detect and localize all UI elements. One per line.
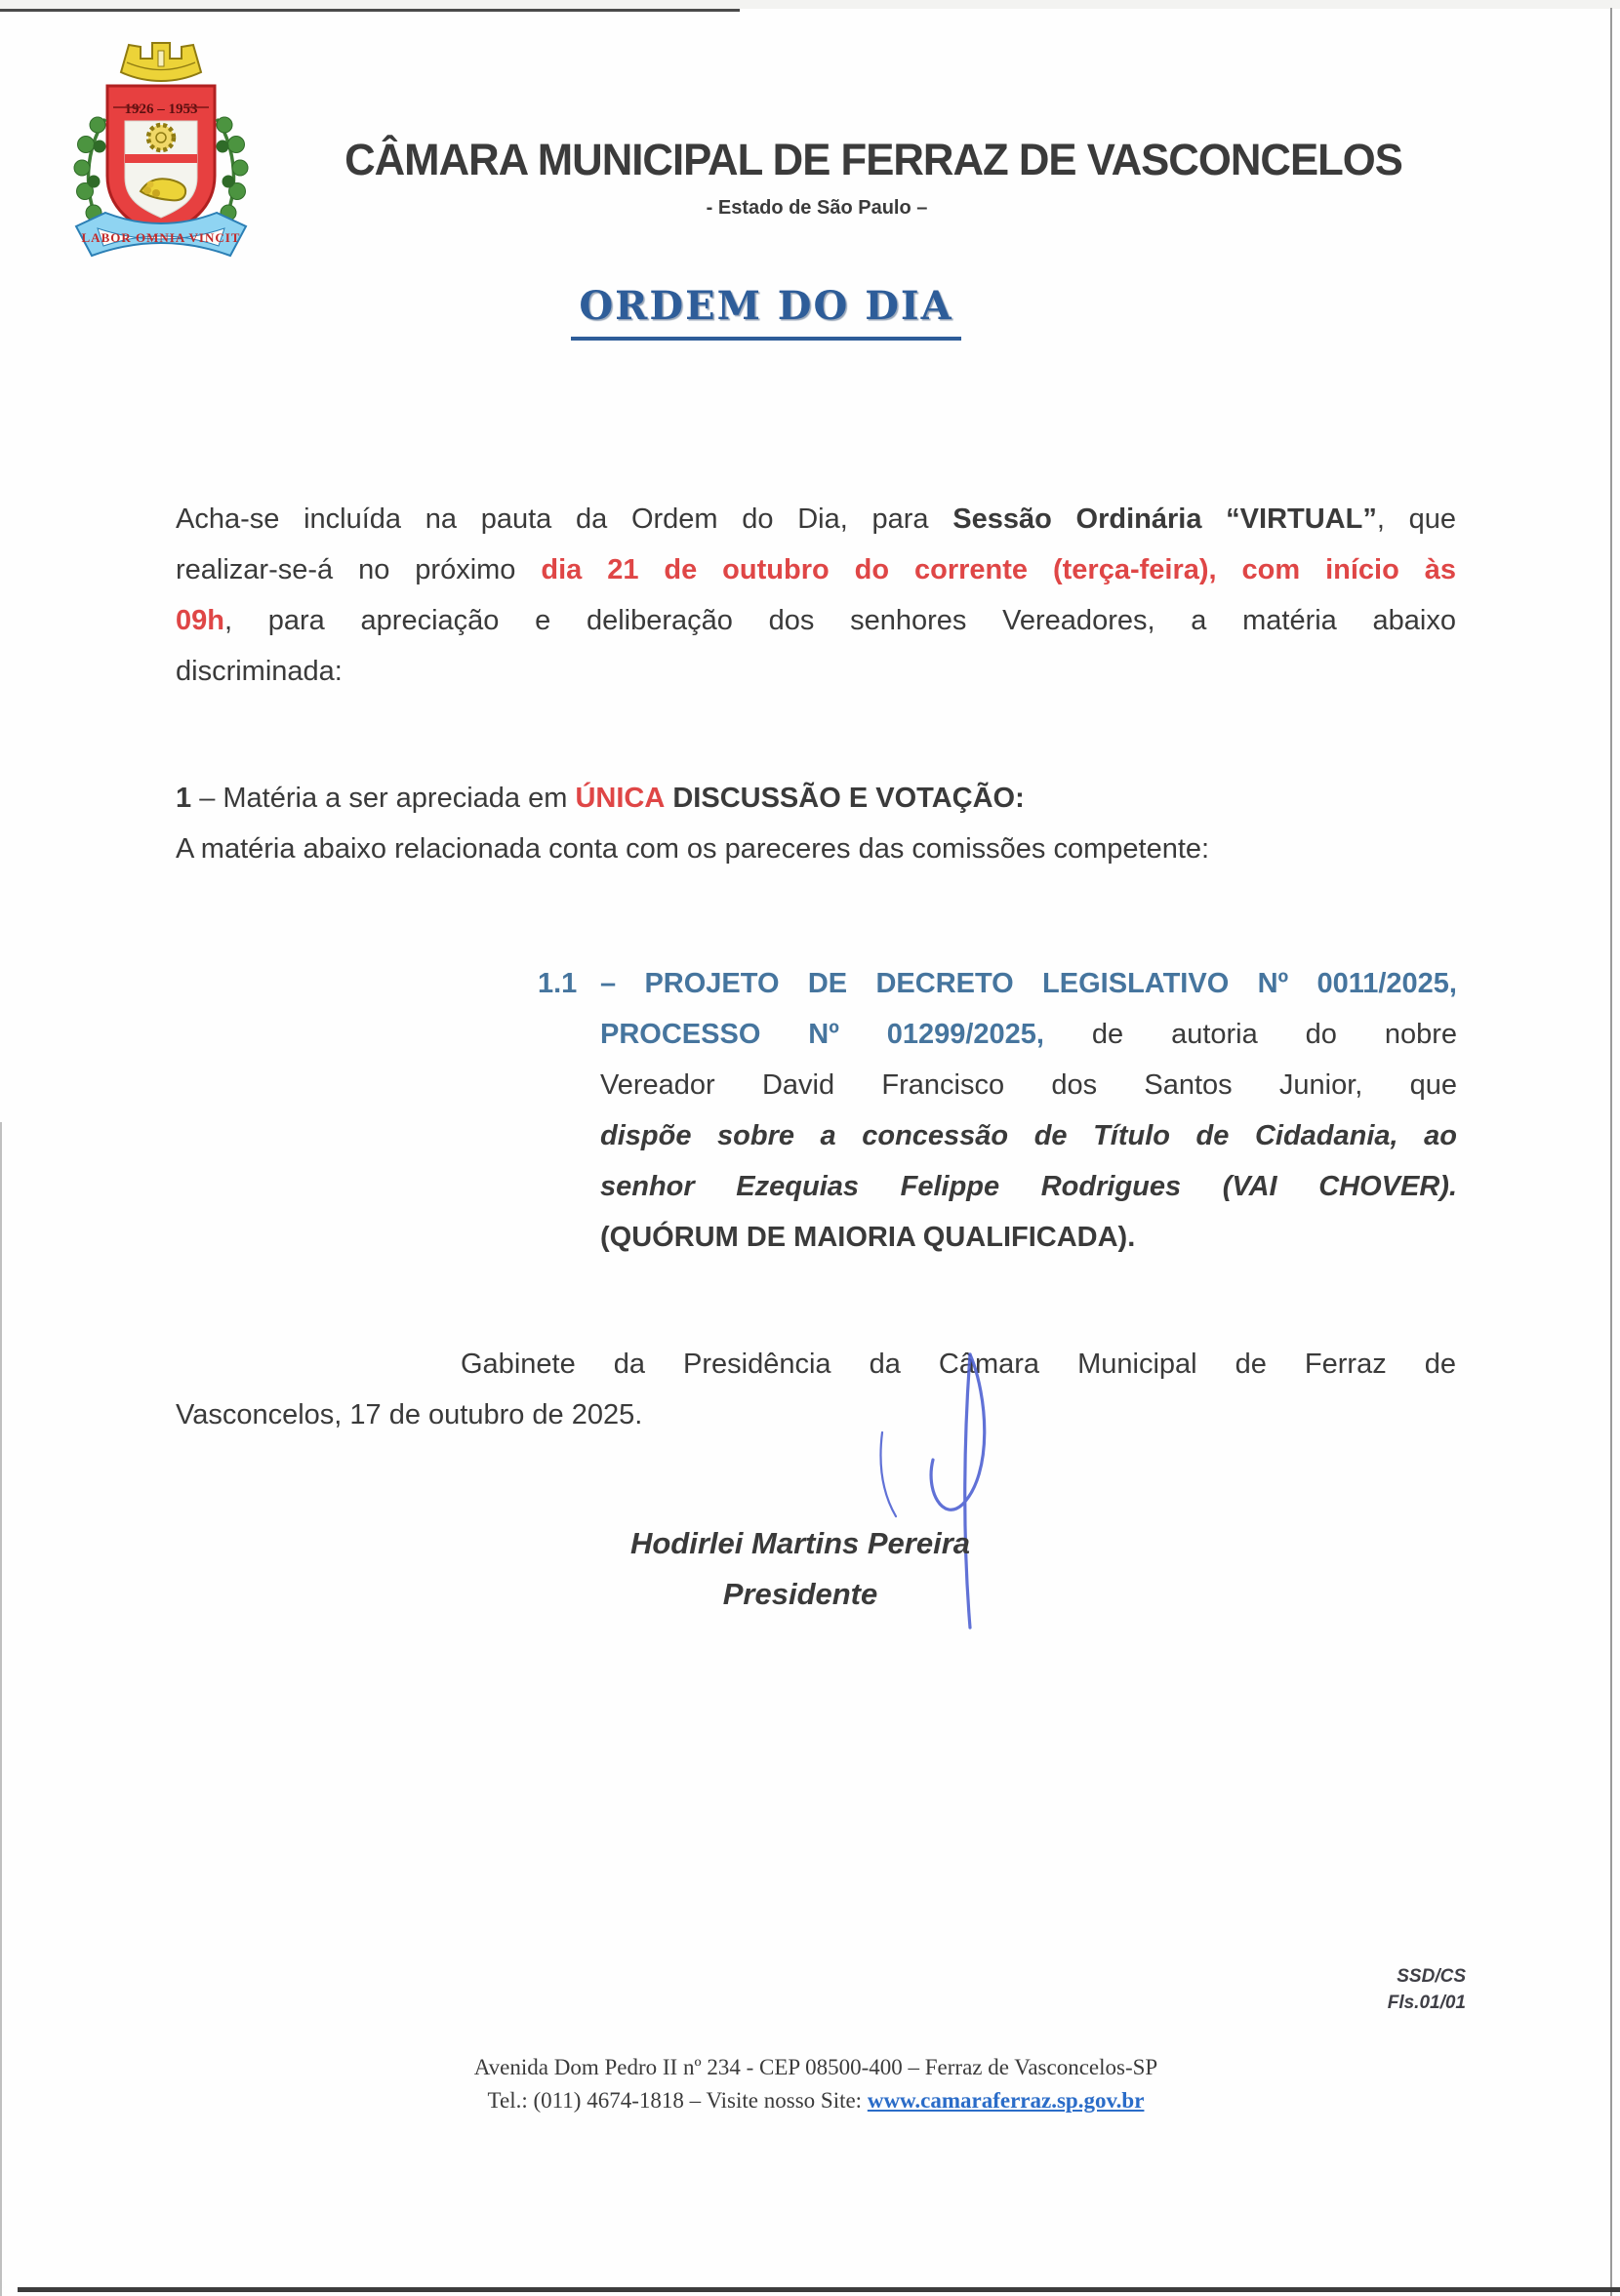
scan-artifact-left-edge: [0, 1122, 2, 2296]
footer-site-link[interactable]: www.camaraferraz.sp.gov.br: [867, 2088, 1145, 2113]
letterhead: [293, 135, 1454, 220]
scan-artifact-top-strip: [0, 0, 1620, 9]
crown-icon: [121, 43, 201, 81]
org-subtitle: - Estado de São Paulo –: [706, 197, 928, 219]
text-run-bold-italic: senhor Ezequias Felippe Rodrigues (VAI CHOVER).: [600, 1171, 1457, 1202]
footer-address: Avenida Dom Pedro II nº 234 - CEP 08500-400 – Ferraz de Vasconcelos-SP: [473, 2055, 1158, 2079]
signature-stroke-hook: [881, 1432, 896, 1516]
text-run-blue: – PROJETO DE DECRETO LEGISLATIVO Nº 0011/2025,: [600, 968, 1457, 999]
gear-icon: [148, 125, 174, 150]
intro-line-1: [176, 494, 1456, 544]
item-1-1-marker: 1.1: [538, 968, 578, 999]
document-title: [571, 283, 961, 341]
text-run-bold-italic: dispõe sobre a concessão de Título de Cidadania, ao: [600, 1120, 1457, 1151]
shield-divider: [125, 154, 197, 163]
item-1-1-line-4: [600, 1110, 1457, 1161]
signature-block: [507, 1518, 1093, 1620]
org-title: CÂMARA MUNICIPAL DE FERRAZ DE VASCONCELOS: [344, 135, 1402, 184]
text-run-bold: Sessão Ordinária “VIRTUAL”: [952, 504, 1377, 535]
intro-line-3: [176, 595, 1456, 646]
text-run-bold: 1: [176, 783, 192, 814]
document-title-text: ORDEM DO DIA: [571, 283, 960, 341]
text-run: Vereador David Francisco dos Santos Junior, que: [600, 1069, 1457, 1101]
item-1-1-line-5: [600, 1161, 1457, 1212]
item-1-1-line-6: [600, 1212, 1457, 1263]
text-run: Acha-se incluída na pauta da Ordem do Dia, para: [176, 504, 953, 535]
footer-contact: [176, 2084, 1456, 2117]
closing-line-1: Gabinete da Presidência da Câmara Municipal de Ferraz de: [461, 1349, 1456, 1380]
item-1-1-line-2: [600, 1009, 1457, 1060]
item-1-1-line-3: [600, 1060, 1457, 1110]
text-run: , para apreciação e deliberação dos senhores Vereadores, a matéria abaixo: [223, 605, 1456, 636]
text-run-bold: (QUÓRUM DE MAIORIA QUALIFICADA).: [600, 1222, 1136, 1253]
text-run: realizar-se-á no próximo: [176, 554, 542, 585]
text-run-red: dia 21 de outubro do corrente (terça-feira), com início às: [541, 554, 1457, 585]
text-run-bold: DISCUSSÃO E VOTAÇÃO:: [672, 783, 1025, 814]
intro-paragraph: [176, 494, 1456, 697]
closing-paragraph: [176, 1339, 1456, 1440]
text-run: A matéria abaixo relacionada conta com os pareceres das comissões competente:: [176, 833, 1210, 865]
footer-phone: Tel.: (011) 4674-1818 – Visite nosso Site:: [487, 2088, 868, 2113]
text-run: de autoria do nobre: [1044, 1019, 1457, 1050]
intro-line-2: [176, 544, 1456, 595]
scan-artifact-right-edge: [1610, 8, 1612, 2296]
item-1-1: [538, 958, 1457, 1263]
corner-note: [1269, 1963, 1466, 2016]
section-1-subtext: [176, 824, 1456, 874]
text-run-blue: PROCESSO Nº 01299/2025,: [600, 1019, 1044, 1050]
text-run: – Matéria a ser apreciada em: [191, 783, 576, 814]
item-1-1-line-1: [600, 958, 1457, 1009]
footer: [176, 2051, 1456, 2117]
corner-note-code: SSD/CS: [1397, 1966, 1466, 1987]
crest-years: 1926 – 1953: [124, 101, 198, 117]
signer-role: Presidente: [722, 1577, 878, 1611]
corner-note-page: Fls.01/01: [1387, 1993, 1466, 2013]
crest-svg: [49, 29, 275, 265]
text-run-red: ÚNICA: [575, 783, 666, 814]
text-run: discriminada:: [176, 656, 343, 687]
crest-motto: LABOR OMNIA VINCIT: [81, 230, 241, 245]
signature-stroke-loop: [931, 1354, 985, 1510]
intro-line-4: [176, 646, 1456, 697]
closing-line-2: Vasconcelos, 17 de outubro de 2025.: [176, 1399, 643, 1430]
section-1-heading: [176, 773, 1456, 824]
scan-artifact-top-line: [0, 9, 740, 12]
coat-of-arms-icon: [49, 29, 275, 265]
text-run: , que: [1376, 504, 1456, 535]
text-run-red: 09h: [176, 605, 224, 636]
shield-icon: [107, 86, 215, 236]
section-1: [176, 773, 1456, 874]
scan-artifact-bottom-edge: [18, 2287, 1620, 2292]
signer-name: Hodirlei Martins Pereira: [629, 1526, 970, 1560]
